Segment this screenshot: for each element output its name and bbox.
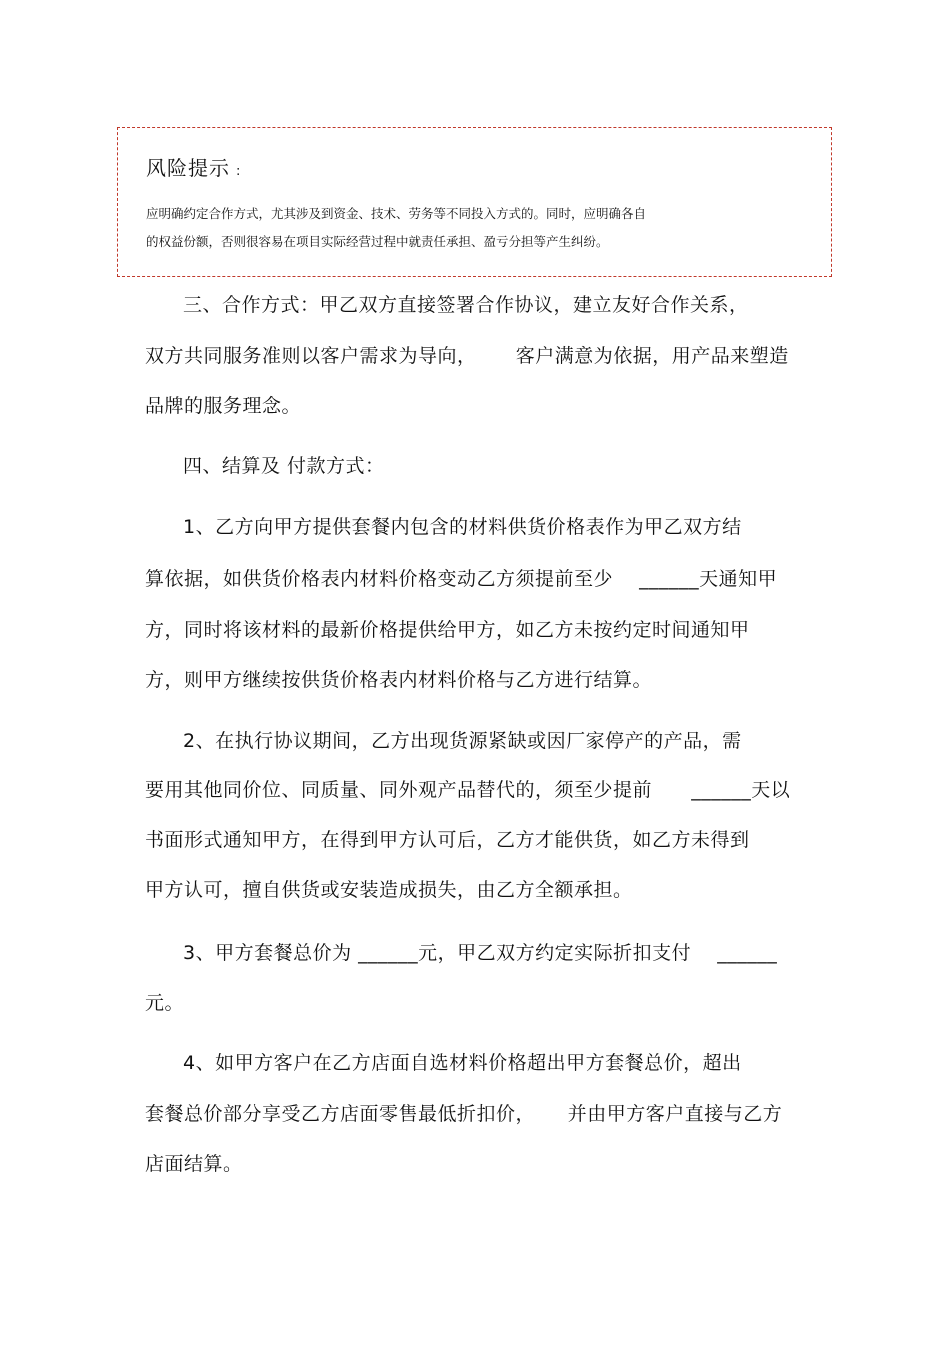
clause-1-line: 方，则甲方继续按供货价格表内材料价格与乙方进行结算。 [145,669,653,691]
clause-2-line: 要用其他同价位、同质量、同外观产品替代的，须至少提前 ______天以 [145,779,791,801]
clause-1-line: 算依据，如供货价格表内材料价格变动乙方须提前至少 ______天通知甲 [145,568,778,590]
clause-2-line: 书面形式通知甲方，在得到甲方认可后，乙方才能供货，如乙方未得到 [145,829,750,851]
section-4-heading: 四、结算及 付款方式： [183,455,385,477]
clause-1-line: 方，同时将该材料的最新价格提供给甲方，如乙方未按约定时间通知甲 [145,619,750,641]
risk-line: 应明确约定合作方式，尤其涉及到资金、技术、劳务等不同投入方式的。同时，应明确各自 [146,206,647,221]
risk-notice-box [117,127,832,277]
section-3-line: 双方共同服务准则以客户需求为导向， 客户满意为依据，用产品来塑造 [145,345,789,367]
clause-4-line: 4、如甲方客户在乙方店面自选材料价格超出甲方套餐总价，超出 [183,1052,742,1074]
risk-title-colon: : [236,164,242,179]
clause-2-line: 2、在执行协议期间，乙方出现货源紧缺或因厂家停产的产品，需 [183,730,742,752]
clause-2-line: 甲方认可，擅自供货或安装造成损失，由乙方全额承担。 [145,879,633,901]
section-3-line: 品牌的服务理念。 [145,395,302,417]
risk-notice-title [146,152,241,181]
risk-title-text: 风险提示 [146,156,230,180]
clause-4-line: 套餐总价部分享受乙方店面零售最低折扣价， 并由甲方客户直接与乙方 [145,1103,783,1125]
risk-line: 的权益份额，否则很容易在项目实际经营过程中就责任承担、盈亏分担等产生纠纷。 [146,234,609,249]
risk-notice-body [146,200,746,256]
clause-4-line: 店面结算。 [145,1153,243,1175]
clause-3-line: 元。 [145,992,185,1014]
clause-1-line: 1、乙方向甲方提供套餐内包含的材料供货价格表作为甲乙双方结 [183,516,742,538]
section-3-line: 三、合作方式：甲乙双方直接签署合作协议，建立友好合作关系， [183,294,749,316]
clause-3-line: 3、甲方套餐总价为 ______元，甲乙双方约定实际折扣支付 ______ [183,942,778,964]
